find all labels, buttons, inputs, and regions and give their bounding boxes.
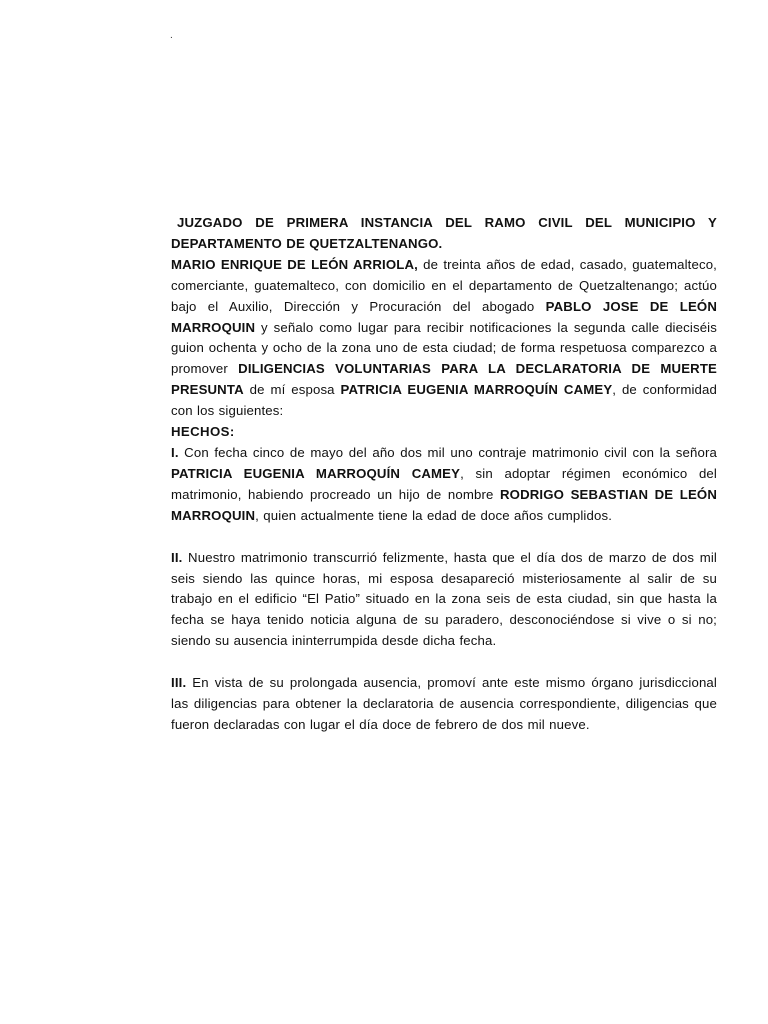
fact-3-paragraph <box>171 673 717 736</box>
fact-1-paragraph <box>171 443 717 527</box>
fact-2-numeral: II. <box>171 549 183 565</box>
lawyer-name: PABLO JOSE DE LEÓN MARROQUIN <box>171 298 717 335</box>
fact-3-text: En vista de su prolongada ausencia, promoví ante este mismo órgano jurisdiccional las diligencias para obtener la declaratoria de ausencia correspondiente, diligencias que fueron declaradas con lugar el día doce de febrero de dos mil nueve. <box>171 675 717 732</box>
court-heading: JUZGADO DE PRIMERA INSTANCIA DEL RAMO CIVIL DEL MUNICIPIO Y DEPARTAMENTO DE QUETZALTENANGO. <box>171 215 717 251</box>
paragraph-gap <box>171 652 717 673</box>
intro-text-1: de treinta años de edad, casado, guatemalteco, comerciante, guatemalteco, con domicilio en el departamento de Quetzaltenango; actúo bajo el Auxilio, Dirección y Procuración del abogado <box>171 256 717 314</box>
proceeding-name: DILIGENCIAS VOLUNTARIAS PARA LA DECLARATORIA DE MUERTE PRESUNTA <box>171 361 717 398</box>
fact-1-text-2: , sin adoptar régimen económico del matrimonio, habiendo procreado un hijo de nombre <box>171 465 717 502</box>
fact-1-numeral: I. <box>171 444 179 460</box>
fact-3-numeral: III. <box>171 675 187 691</box>
fact-1-spouse-name: PATRICIA EUGENIA MARROQUÍN CAMEY <box>171 465 461 481</box>
fact-1-text-3: , quien actualmente tiene la edad de doce años cumplidos. <box>255 507 613 523</box>
child-name: RODRIGO SEBASTIAN DE LEÓN MARROQUIN <box>171 486 717 523</box>
fact-1-text-1: Con fecha cinco de mayo del año dos mil uno contraje matrimonio civil con la señora <box>178 444 717 460</box>
intro-text-2: y señalo como lugar para recibir notificaciones la segunda calle dieciséis guion ochenta y ocho de la zona uno de esta ciudad; de forma respetuosa comparezco a promover <box>171 319 717 377</box>
fact-2-text: Nuestro matrimonio transcurrió felizmente, hasta que el día dos de marzo de dos mil seis siendo las quince horas, mi esposa desapareció misteriosamente al salir de su trabajo en el edificio “El Patio” situado en la zona seis de esta ciudad, sin que hasta la fecha se haya tenido noticia alguna de su paradero, desconociéndose si vive o si no; siendo su ausencia ininterrumpida desde dicha fecha. <box>171 549 717 649</box>
petitioner-name: MARIO ENRIQUE DE LEÓN ARRIOLA, <box>171 256 418 272</box>
document-body <box>171 213 717 736</box>
intro-text-3: de mí esposa <box>243 382 341 398</box>
top-mark: . <box>170 30 173 41</box>
fact-2-paragraph <box>171 548 717 653</box>
paragraph-gap <box>171 527 717 548</box>
facts-heading: HECHOS: <box>171 424 235 440</box>
spouse-name: PATRICIA EUGENIA MARROQUÍN CAMEY <box>340 382 613 398</box>
intro-text-4: , de conformidad con los siguientes: <box>171 382 717 419</box>
intro-paragraph <box>171 255 717 422</box>
